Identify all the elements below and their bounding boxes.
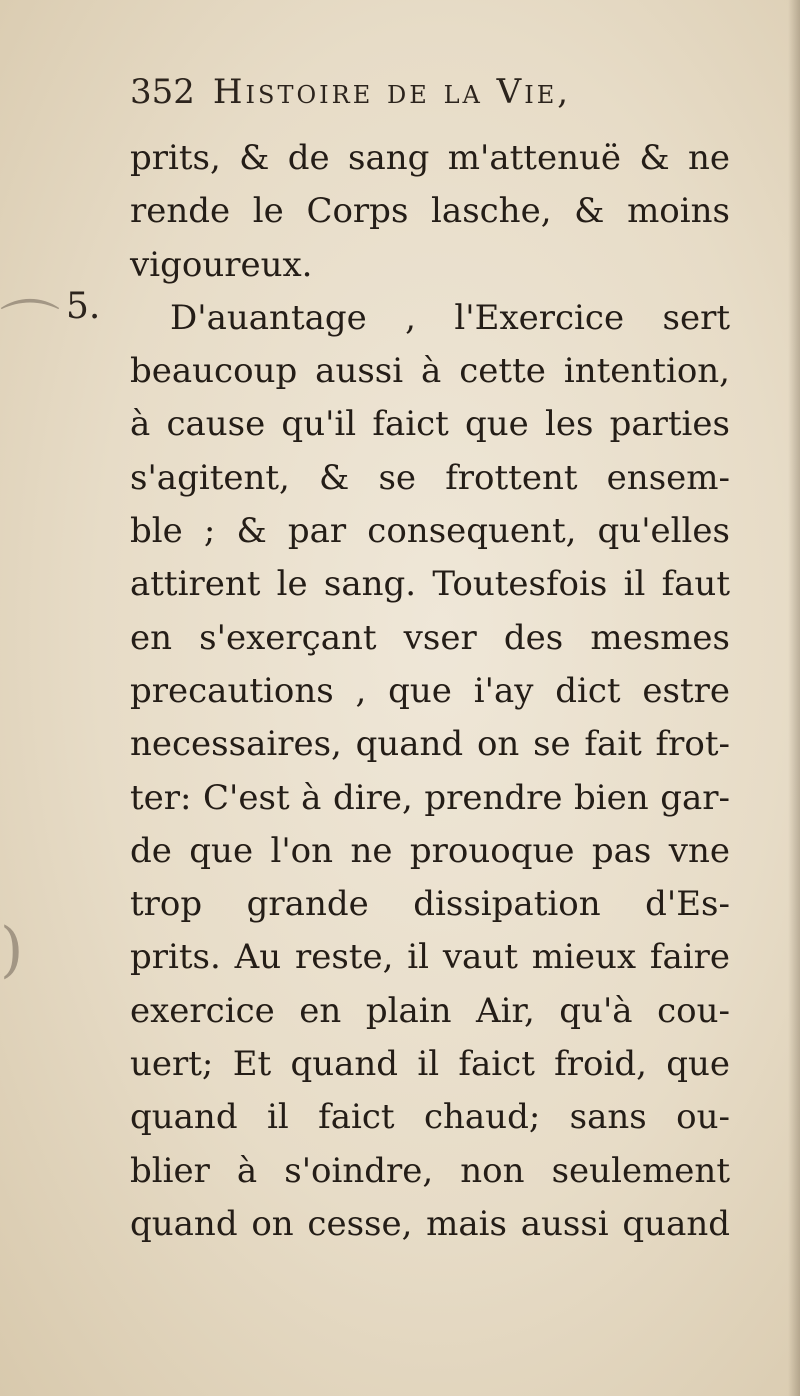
- text-line: quand il faict chaud; sans ou-: [130, 1097, 730, 1138]
- body-text: [130, 132, 730, 1251]
- text-line: vigoureux.: [130, 244, 313, 285]
- text-line: precautions , que i'ay dict estre: [130, 670, 730, 711]
- text-line: attirent le sang. Toutesfois il faut: [130, 564, 730, 605]
- text-line: à cause qu'il faict que les parties: [130, 404, 730, 445]
- text-line: en s'exerçant vser des mesmes: [130, 617, 730, 658]
- text-line: trop grande dissipation d'Es-: [130, 884, 730, 925]
- text-line: blier à s'oindre, non seulement: [130, 1150, 730, 1191]
- text-line: exercice en plain Air, qu'à cou-: [130, 990, 730, 1031]
- text-line: D'auantage , l'Exercice sert: [170, 297, 730, 338]
- text-line: rende le Corps lasche, & moins: [130, 191, 730, 232]
- text-line: ter: C'est à dire, prendre bien gar-: [130, 777, 730, 818]
- text-line: prits, & de sang m'attenuë & ne: [130, 138, 730, 178]
- text-line: necessaires, quand on se fait frot-: [130, 724, 730, 765]
- marginal-section-number: 5.: [66, 286, 101, 327]
- text-line: beaucoup aussi à cette intention,: [130, 351, 730, 392]
- page-number: 352: [130, 72, 195, 112]
- page-edge-shadow: [788, 0, 800, 1396]
- margin-ink-stain: ⌒: [0, 295, 60, 365]
- text-line: prits. Au reste, il vaut mieux faire: [130, 937, 730, 978]
- text-line: de que l'on ne prouoque pas vne: [130, 830, 730, 871]
- text-line: uert; Et quand il faict froid, que: [130, 1044, 730, 1085]
- text-line: s'agitent, & se frottent ensem-: [130, 457, 730, 498]
- running-header: [130, 72, 730, 122]
- text-line: quand on cesse, mais aussi quand: [130, 1203, 730, 1244]
- margin-ink-stain: ): [0, 915, 24, 985]
- running-title: Histoire de la Vie,: [212, 72, 572, 112]
- text-line: ble ; & par consequent, qu'elles: [130, 511, 730, 552]
